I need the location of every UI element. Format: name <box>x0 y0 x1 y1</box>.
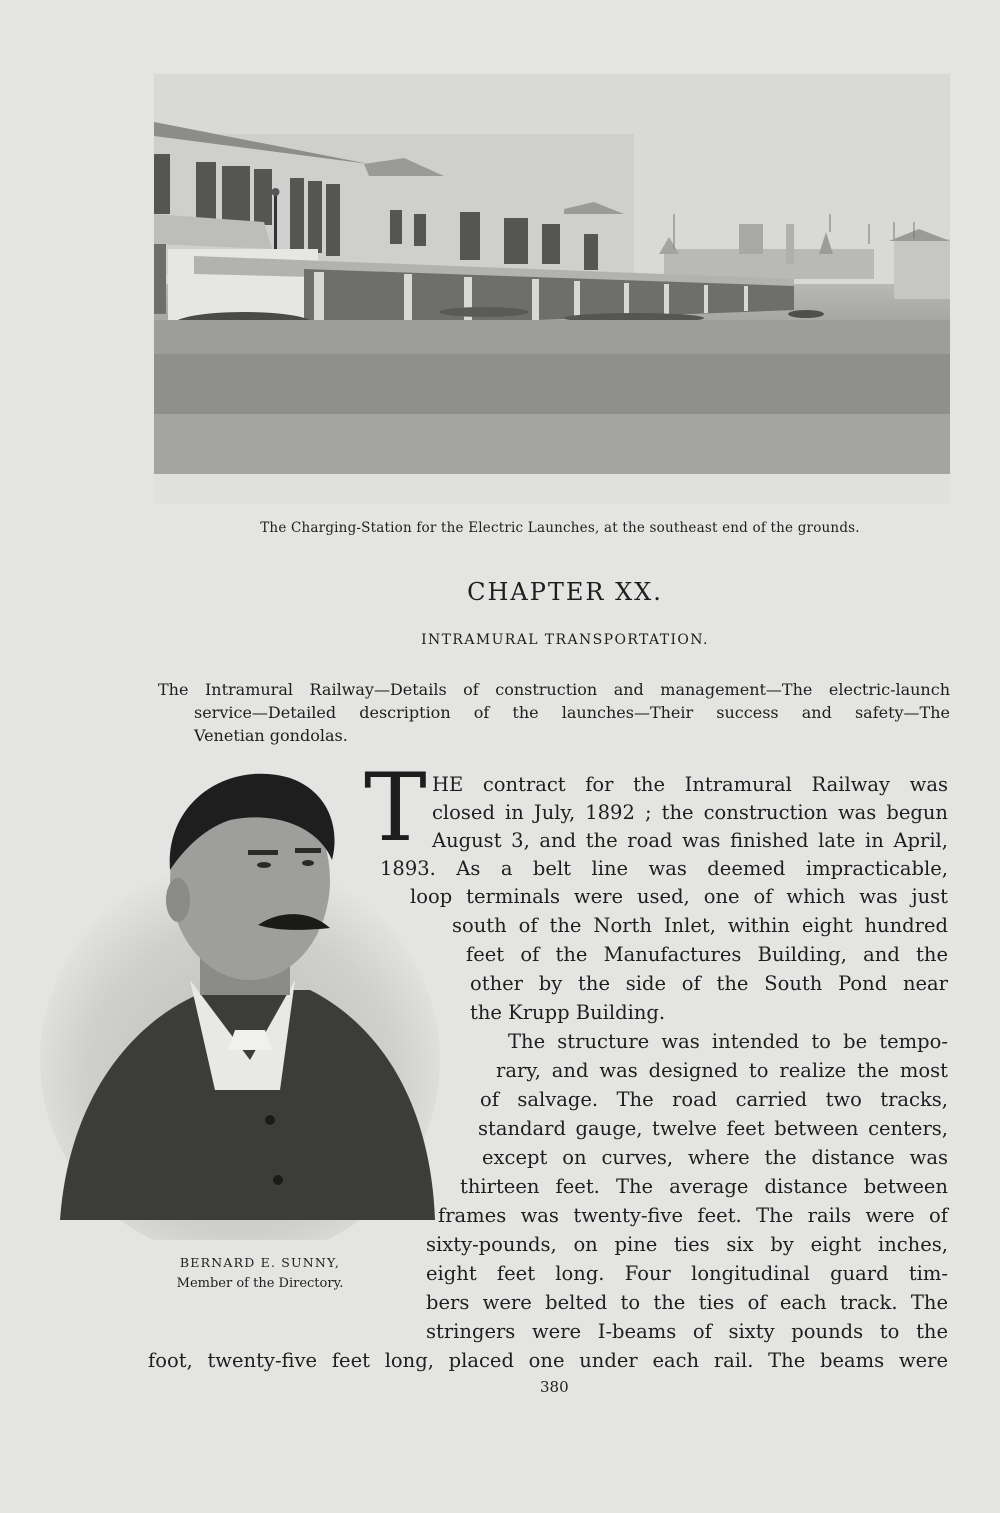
body-line: other by the side of the South Pond near <box>470 972 948 995</box>
chapter-heading: CHAPTER XX. <box>467 578 663 606</box>
chapter-synopsis <box>158 678 950 747</box>
synopsis-line: service—Detailed description of the launches—Their success and safety—The <box>194 703 950 722</box>
body-line: rary, and was designed to realize the most <box>496 1059 948 1082</box>
chapter-subheading: INTRAMURAL TRANSPORTATION. <box>421 632 709 648</box>
body-line: closed in July, 1892 ; the construction was begun <box>432 801 948 824</box>
body-line: bers were belted to the ties of each track. The <box>426 1291 948 1314</box>
body-line: of salvage. The road carried two tracks, <box>480 1088 948 1111</box>
body-line: HE contract for the Intramural Railway was <box>432 773 948 796</box>
body-line: the Krupp Building. <box>470 1001 666 1024</box>
page-number: 380 <box>540 1378 569 1396</box>
charging-station-illustration <box>154 74 950 504</box>
body-line: feet of the Manufactures Building, and the <box>466 943 948 966</box>
synopsis-line: The Intramural Railway—Details of construction and management—The electric-launch <box>158 680 950 699</box>
body-line: south of the North Inlet, within eight hundred <box>452 914 948 937</box>
portrait-role: Member of the Directory. <box>176 1276 344 1291</box>
synopsis-line: Venetian gondolas. <box>194 726 348 745</box>
photo-caption: The Charging-Station for the Electric Launches, at the southeast end of the grounds. <box>260 520 860 536</box>
portrait-caption <box>130 1255 390 1291</box>
body-line: 1893. As a belt line was deemed impracticable, <box>380 857 948 880</box>
drop-cap: T <box>364 754 427 863</box>
body-line: sixty-pounds, on pine ties six by eight inches, <box>426 1233 948 1256</box>
body-line: loop terminals were used, one of which was just <box>410 885 948 908</box>
body-line: thirteen feet. The average distance between <box>460 1175 948 1198</box>
portrait-name: BERNARD E. SUNNY, <box>179 1255 341 1270</box>
body-line: August 3, and the road was finished late in April, <box>432 829 948 852</box>
body-line: frames was twenty-five feet. The rails were of <box>438 1204 948 1227</box>
body-line: The structure was intended to be tempo- <box>508 1030 948 1053</box>
body-line: foot, twenty-five feet long, placed one under each rail. The beams were <box>148 1349 948 1372</box>
body-line: stringers were I-beams of sixty pounds to the <box>426 1320 948 1343</box>
body-line: eight feet long. Four longitudinal guard tim- <box>426 1262 948 1285</box>
body-line: standard gauge, twelve feet between centers, <box>478 1117 948 1140</box>
charging-station-photo <box>154 74 950 504</box>
body-line: except on curves, where the distance was <box>482 1146 948 1169</box>
